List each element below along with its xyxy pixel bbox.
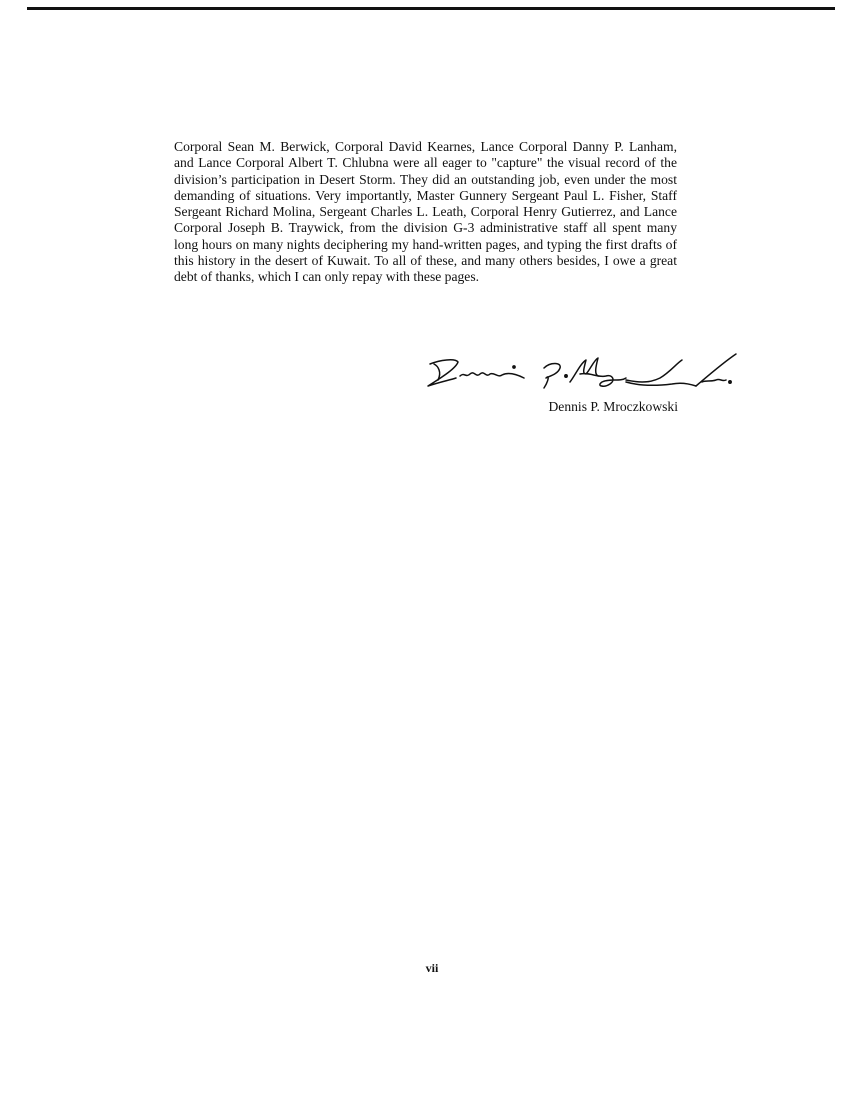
top-rule [27, 7, 835, 10]
acknowledgment-paragraph: Corporal Sean M. Berwick, Corporal David Kearnes, Lance Corporal Danny P. Lanham, and Lance Corporal Albert T. Chlubna were all eager to "capture" the visual record of the division’s participation in Desert Storm. They did an outstanding job, even under the most demanding of situations. Very importantly, Master Gunnery Sergeant Paul L. Fisher, Staff Sergeant Richard Molina, Sergeant Charles L. Leath, Corporal Henry Gutierrez, and Lance Corporal Joseph B. Traywick, from the division G-3 administrative staff all spent many long hours on many nights deciphering my hand-written pages, and typing the first drafts of this history in the desert of Kuwait. To all of these, and many others besides, I owe a great debt of thanks, which I can only repay with these pages. [174, 139, 677, 285]
handwritten-signature [420, 352, 740, 396]
signer-name: Dennis P. Mroczkowski [548, 399, 678, 414]
page-number: vii [425, 961, 439, 975]
